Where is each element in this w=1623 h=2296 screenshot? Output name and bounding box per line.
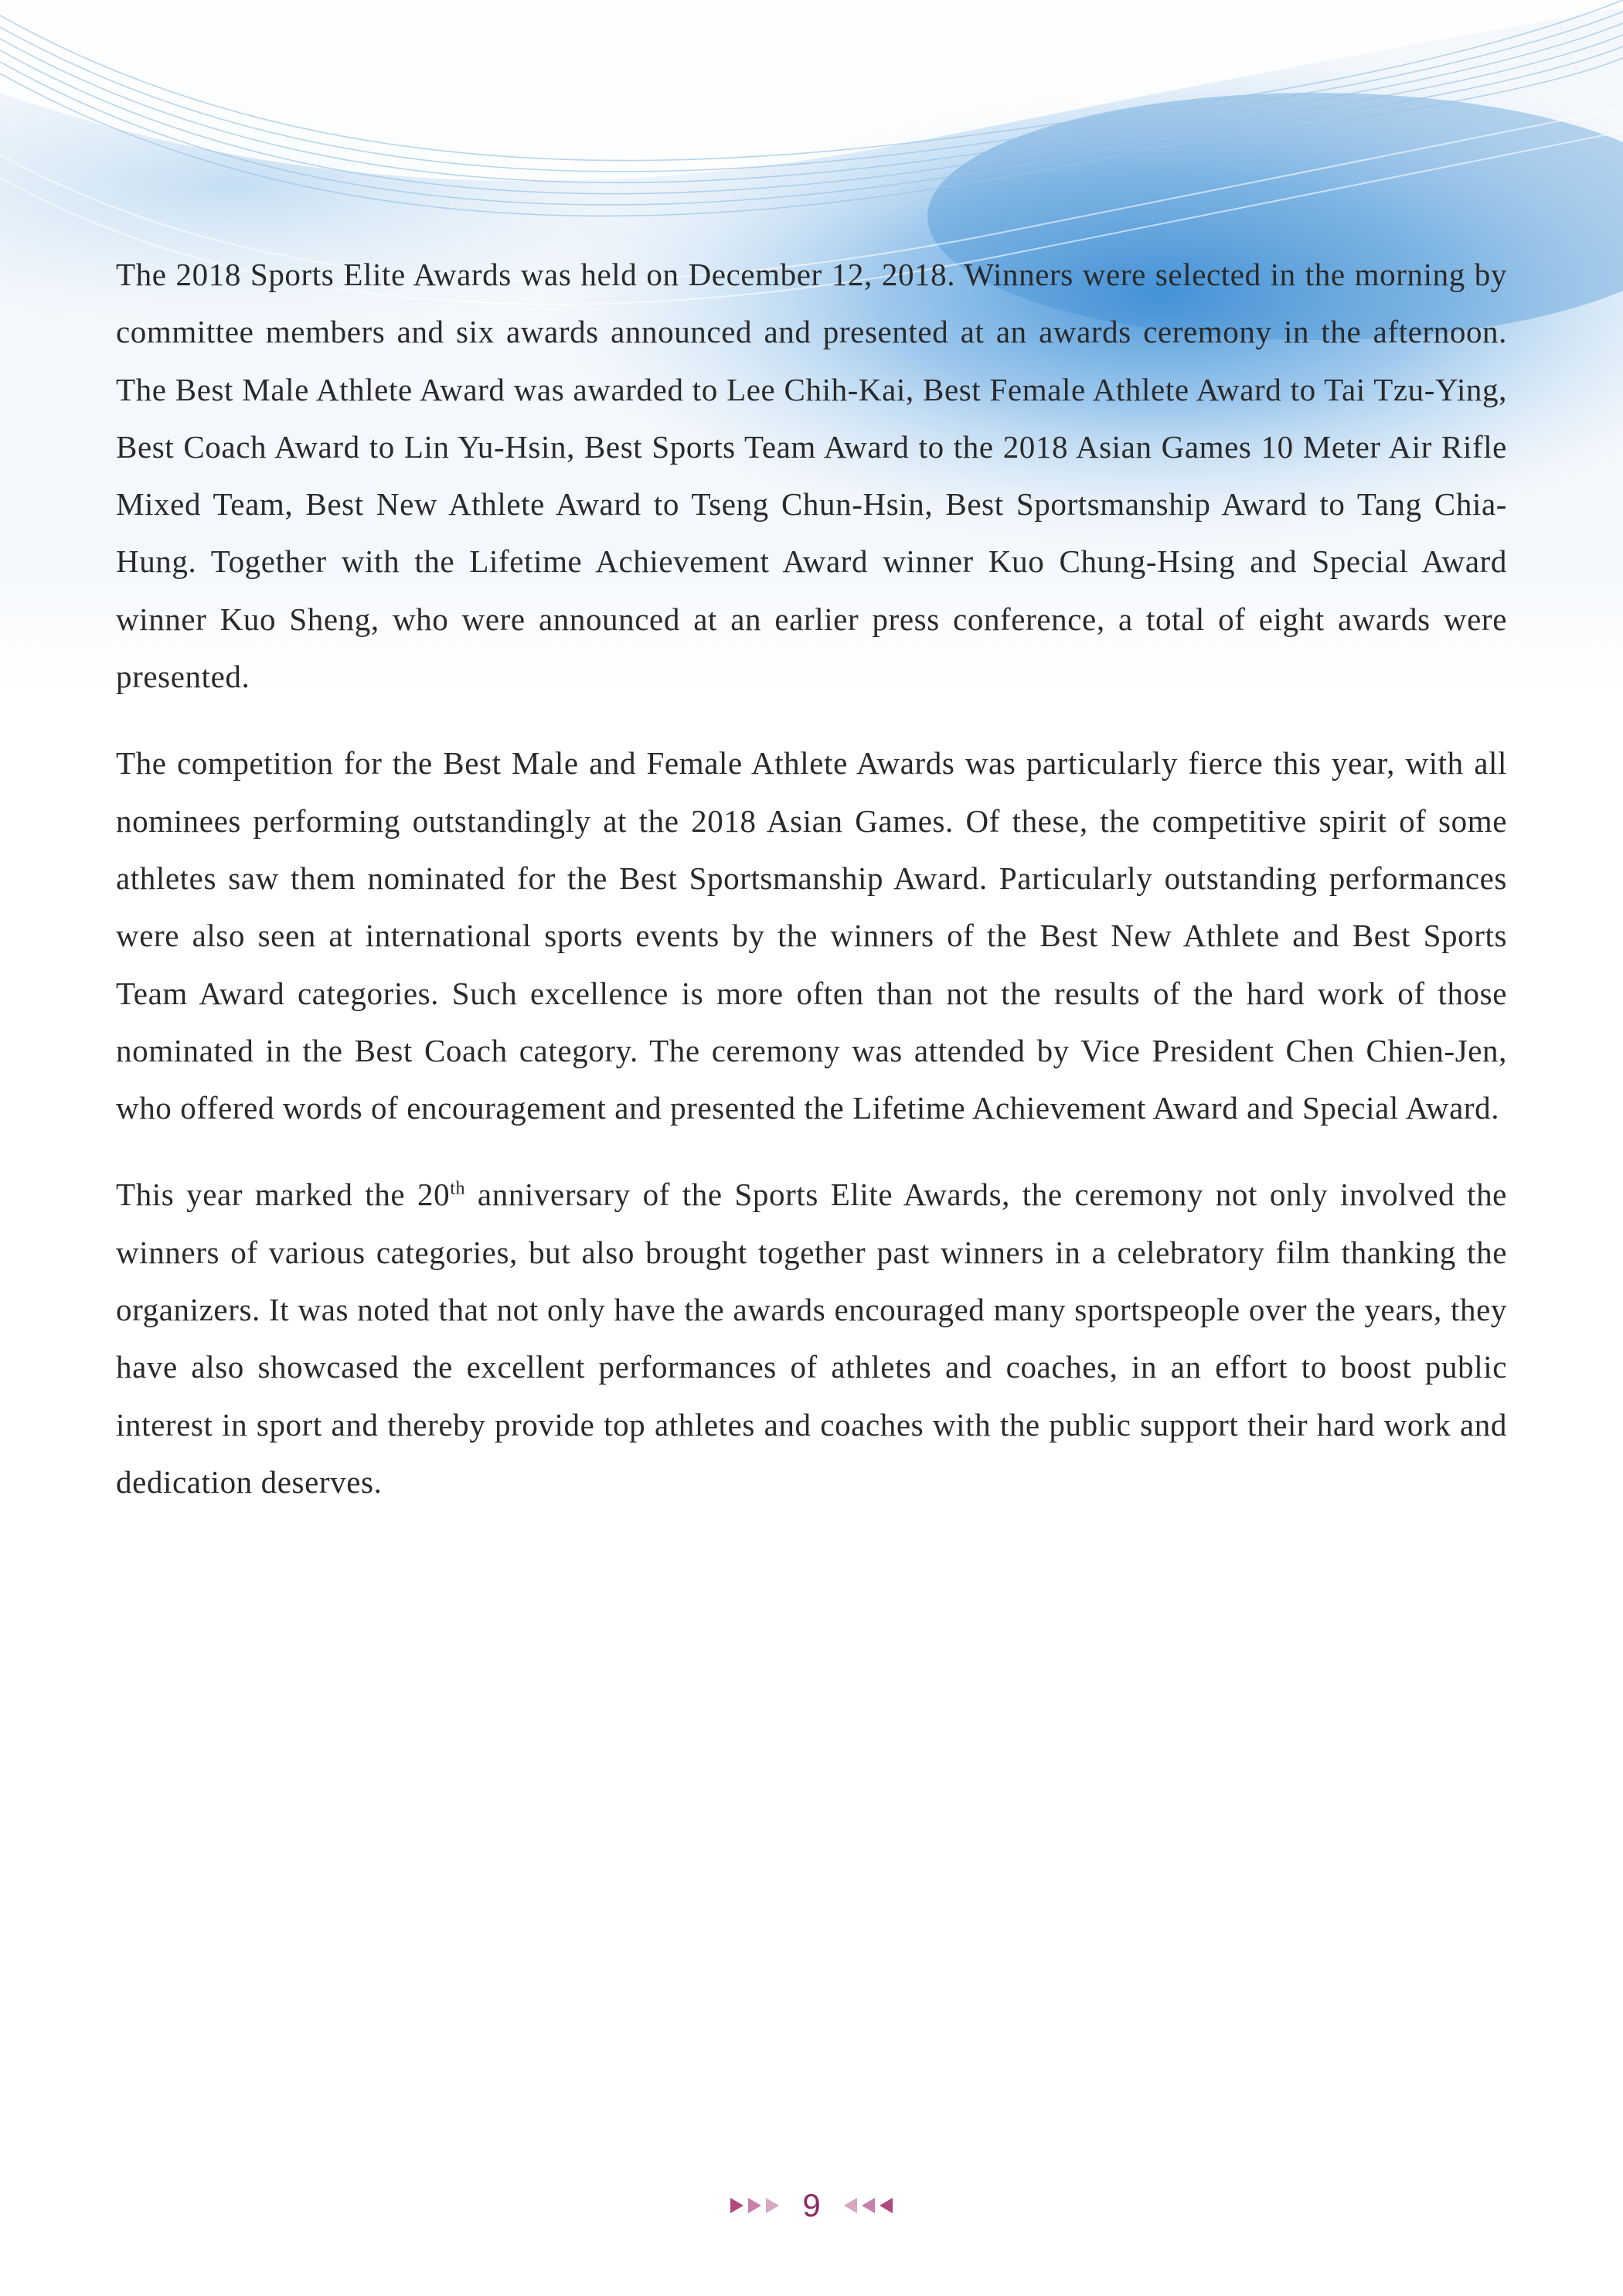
- paragraph-3: [116, 1166, 1507, 1511]
- paragraph-3-rest: anniversary of the Sports Elite Awards, the ceremony not only involved the winners of various categories, but also brought together past winners in a celebratory film thanking the organizers. It was noted that not only have the awards encouraged many sportspeople over the years, they have also showcased the excellent performances of athletes and coaches, in an effort to boost public interest in sport and thereby provide top athletes and coaches with the public support their hard work and dedication deserves.: [116, 1177, 1507, 1500]
- right-arrows-icon: [730, 2198, 779, 2213]
- left-arrows-icon: [844, 2198, 893, 2213]
- paragraph-1: The 2018 Sports Elite Awards was held on December 12, 2018. Winners were selected in the morning by committee members and six awards announced and presented at an awards ceremony in the afternoon. The Best Male Athlete Award was awarded to Lee Chih-Kai, Best Female Athlete Award to Tai Tzu-Ying, Best Coach Award to Lin Yu-Hsin, Best Sports Team Award to the 2018 Asian Games 10 Meter Air Rifle Mixed Team, Best New Athlete Award to Tseng Chun-Hsin, Best Sportsmanship Award to Tang Chia-Hung. Together with the Lifetime Achievement Award winner Kuo Chung-Hsing and Special Award winner Kuo Sheng, who were announced at an earlier press conference, a total of eight awards were presented.: [116, 257, 1507, 695]
- paragraph-3-start: This year marked the 20: [116, 1177, 451, 1213]
- page-footer: [0, 2186, 1623, 2225]
- paragraph-2: The competition for the Best Male and Female Athlete Awards was particularly fierce this year, with all nominees performing outstandingly at the 2018 Asian Games. Of these, the competitive spirit of some athletes saw them nominated for the Best Sportsmanship Award. Particularly outstanding performances were also seen at international sports events by the winners of the Best New Athlete and Best Sports Team Award categories. Such excellence is more often than not the results of the hard work of those nominated in the Best Coach category. The ceremony was attended by Vice President Chen Chien-Jen, who offered words of encouragement and presented the Lifetime Achievement Award and Special Award.: [116, 745, 1507, 1126]
- page-number: 9: [802, 2187, 821, 2223]
- ordinal-superscript: th: [450, 1178, 466, 1199]
- body-text: [116, 246, 1507, 1540]
